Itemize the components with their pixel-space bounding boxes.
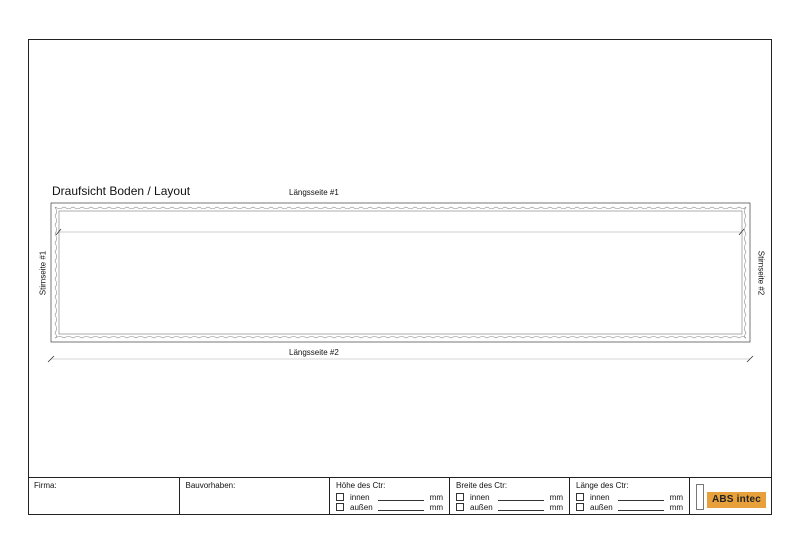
length-outer-unit: mm: [669, 502, 683, 512]
length-title: Länge des Ctr:: [576, 481, 629, 490]
width-title: Breite des Ctr:: [456, 481, 508, 490]
width-outer-unit: mm: [549, 502, 563, 512]
height-inner-checkbox[interactable]: [336, 493, 344, 501]
height-outer-unit: mm: [429, 502, 443, 512]
container-inner-outline: [59, 211, 742, 334]
container-outer-outline: [51, 203, 750, 342]
width-inner-checkbox[interactable]: [456, 493, 464, 501]
height-inner-unit: mm: [429, 492, 443, 502]
height-title: Höhe des Ctr:: [336, 481, 386, 490]
long-side-1-label: Längsseite #1: [289, 188, 339, 197]
company-logo: [696, 484, 766, 510]
length-outer-checkbox[interactable]: [576, 503, 584, 511]
width-inner-unit: mm: [549, 492, 563, 502]
title-block: [28, 477, 772, 515]
width-outer-label: außen: [470, 502, 493, 512]
logo-cell: [690, 478, 772, 515]
width-inner-label: innen: [470, 492, 490, 502]
width-inner-field[interactable]: [498, 493, 544, 501]
long-side-2-label: Längsseite #2: [289, 348, 339, 357]
short-side-1-label: Stirnseite #1: [38, 250, 48, 296]
firma-cell: [28, 478, 180, 515]
length-inner-unit: mm: [669, 492, 683, 502]
corrugated-wall-right: [745, 207, 747, 338]
short-side-2-label: Stirnseite #2: [756, 250, 766, 296]
height-cell: [330, 478, 450, 515]
length-outer-field[interactable]: [618, 503, 664, 511]
length-inner-label: innen: [590, 492, 610, 502]
logo-frame: [696, 484, 704, 510]
length-outer-label: außen: [590, 502, 613, 512]
width-cell: [450, 478, 570, 515]
length-inner-checkbox[interactable]: [576, 493, 584, 501]
bauvorhaben-cell: [180, 478, 331, 515]
corrugated-wall-bottom: [55, 337, 746, 339]
drawing-title: Draufsicht Boden / Layout: [52, 184, 191, 198]
length-inner-field[interactable]: [618, 493, 664, 501]
height-outer-field[interactable]: [378, 503, 424, 511]
logo-badge: ABS intec: [707, 492, 766, 508]
height-inner-field[interactable]: [378, 493, 424, 501]
height-outer-label: außen: [350, 502, 373, 512]
width-outer-field[interactable]: [498, 503, 544, 511]
width-outer-checkbox[interactable]: [456, 503, 464, 511]
firma-label: Firma:: [34, 481, 57, 490]
length-cell: [570, 478, 690, 515]
corrugated-wall-top: [55, 207, 746, 209]
height-outer-checkbox[interactable]: [336, 503, 344, 511]
corrugated-wall-left: [55, 207, 57, 338]
bauvorhaben-label: Bauvorhaben:: [185, 481, 236, 490]
height-inner-label: innen: [350, 492, 370, 502]
